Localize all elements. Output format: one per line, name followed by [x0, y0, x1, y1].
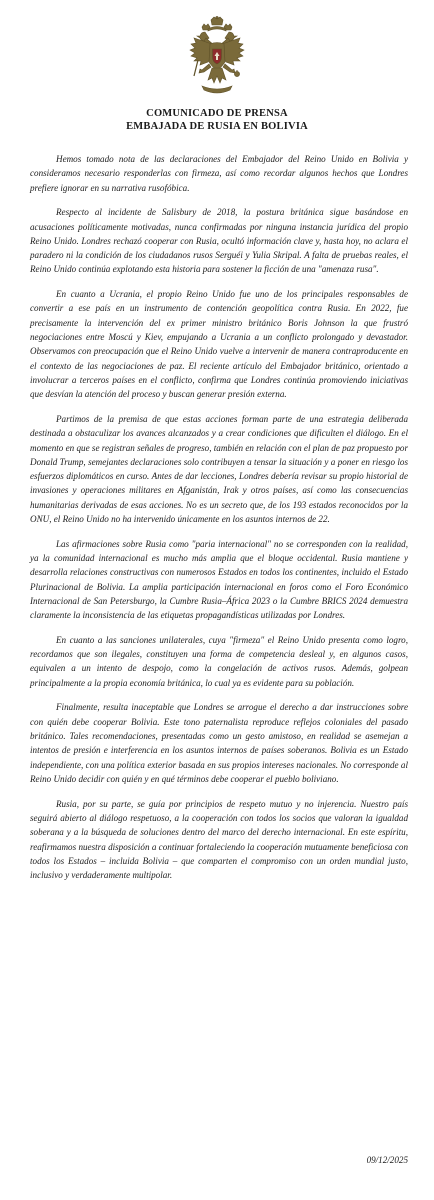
document-body [30, 152, 408, 893]
document-date: 09/12/2025 [366, 1155, 408, 1165]
paragraph: En cuanto a las sanciones unilaterales, cuya "firmeza" el Reino Unido presenta como logro, recordamos que son ilegales, constituyen una forma de competencia desleal y, en algunos casos, equivalen a un intento de despojo, como la congelación de activos rusos. Además, golpean principalmente a la propia economía británica, lo cual ya es evidente para su población. [30, 634, 408, 688]
paragraph: Respecto al incidente de Salisbury de 2018, la postura británica sigue basándose en acusaciones políticamente motivadas, nunca confirmadas por ninguna instancia jurídica del propio Reino Unido. Londres rechazó cooperar con Rusia, ocultó información clave y, hasta hoy, no aclara el paradero ni la condición de los ciudadanos rusos Serguéi y Yulia Skripal. A falta de pruebas reales, el Reino Unido continúa explotando esta historia para sostener la ficción de una "amenaza rusa". [30, 207, 408, 275]
paragraph: Partimos de la premisa de que estas acciones forman parte de una estrategia deliberada destinada a obstaculizar los avances alcanzados y a crear condiciones que dificulten el diálogo. En el momento en que se registran señales de progreso, también en relación con el plan de paz propuesto por Donald Trump, semejantes declaraciones solo contribuyen a tensar la situación y a poner en riesgo los esfuerzos diplomáticos en curso. Antes de dar lecciones, Londres debería revisar su propio historial de invasiones y operaciones militares en Afganistán, Irak y otros países, así como las consecuencias humanitarias derivadas de esas acciones. No es un secreto que, de los 193 estados reconocidos por la ONU, el Reino Unido no ha intervenido únicamente en los asuntos internos de 22. [30, 413, 408, 524]
document-header [0, 108, 434, 133]
header-title: COMUNICADO DE PRENSA [146, 108, 288, 119]
double-headed-eagle-icon [188, 16, 246, 100]
paragraph: Finalmente, resulta inaceptable que Londres se arrogue el derecho a dar instrucciones sobre con quién debe cooperar Bolivia. Este tono paternalista reproduce reflejos coloniales del pasado británico. Tales recomendaciones, presentadas como un gesto amistoso, en realidad se asemejan a intentos de presión e interferencia en los asuntos internos de países soberanos. Bolivia es un Estado independiente, con una política exterior basada en sus propios intereses nacionales. No corresponde al Reino Unido decidir con quién y en qué términos debe cooperar el pueblo boliviano. [30, 702, 408, 784]
paragraph: Rusia, por su parte, se guía por principios de respeto mutuo y no injerencia. Nuestro país seguirá abierto al diálogo respetuoso, a la cooperación con todos los socios que valoran la igualdad soberana y a la búsqueda de soluciones dentro del marco del derecho internacional. En este espíritu, reafirmamos nuestra disposición a continuar fortaleciendo la cooperación mutuamente beneficiosa con todos los Estados – incluida Bolivia – que comparten el compromiso con un orden mundial justo, inclusivo y verdaderamente multipolar. [30, 798, 408, 881]
paragraph: En cuanto a Ucrania, el propio Reino Unido fue uno de los principales responsables de convertir a ese país en un instrumento de contención geopolítica contra Rusia. En 2022, fue precisamente la intervención del ex primer ministro británico Boris Johnson la que frustró negociaciones entre Moscú y Kiev, empujando a Ucrania a un conflicto prolongado y devastador. Observamos con preocupación que el Reino Unido vuelve a intervenir de manera contraproducente en el contexto de las negociaciones de paz. El reciente artículo del Embajador británico, orientado a involucrar a terceros países en el conflicto, confirma que Londres continúa promoviendo iniciativas que desvían la atención del proceso y buscan generar presión externa. [30, 289, 408, 400]
paragraph: Las afirmaciones sobre Rusia como "paria internacional" no se corresponden con la realidad, ya la comunidad internacional es mucho más amplia que el bloque occidental. Rusia mantiene y desarrolla relaciones constructivas con numerosos Estados en todos los continentes, incluido el Estado Plurinacional de Bolivia. La amplia participación internacional en foros como el Foro Económico Internacional de San Petersburgo, la Cumbre Rusia–África 2023 o la Cumbre BRICS 2024 demuestra claramente la inconsistencia de las etiquetas propagandísticas utilizadas por Londres. [30, 538, 408, 621]
header-subtitle: EMBAJADA DE RUSIA EN BOLIVIA [126, 120, 308, 132]
paragraph: Hemos tomado nota de las declaraciones del Embajador del Reino Unido en Bolivia y consideramos necesario responderlas con firmeza, así como recordar algunos hechos que Londres prefiere ignorar en su narrativa rusofóbica. [30, 154, 408, 193]
